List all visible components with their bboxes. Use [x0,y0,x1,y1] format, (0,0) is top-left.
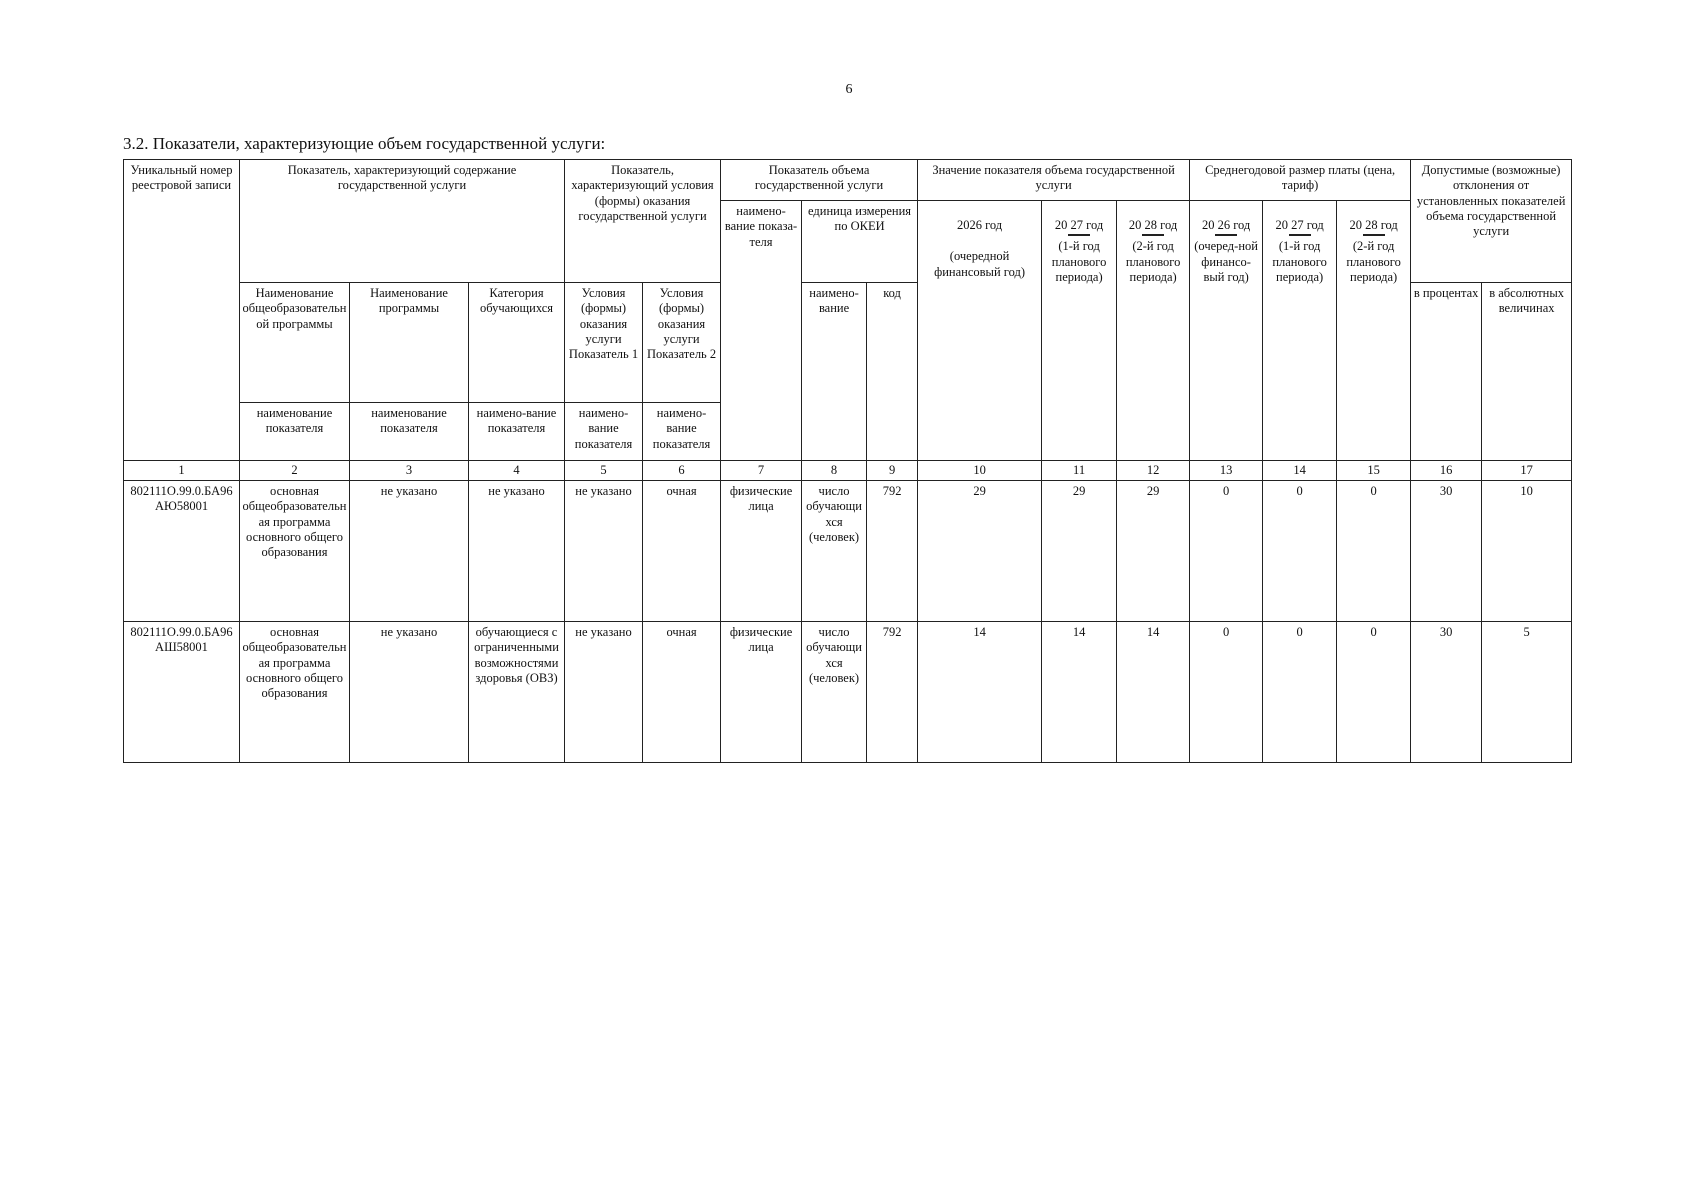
cell-value-2027: 29 [1042,481,1117,622]
cell-deviation-percent: 30 [1411,481,1482,622]
cell-deviation-absolute: 10 [1482,481,1572,622]
header-year-2: 20 27 год (1-й год планового периода) [1042,201,1117,461]
cell-value-2026: 29 [918,481,1042,622]
cell-value-2026: 14 [918,622,1042,763]
header-in-absolute: в абсолютных величинах [1482,283,1572,461]
page-number: 6 [845,82,853,97]
cell-unit-code: 792 [867,622,918,763]
header-volume-value: Значение показателя объема государственной услуги [918,160,1190,201]
header-sub-column-4: Условия (формы) оказания услуги Показатель 1 [565,283,643,403]
header-unique-number: Уникальный номер реестровой записи [124,160,240,461]
header-year-5: 20 27 год (1-й год планового периода) [1263,201,1337,461]
section-title: 3.2. Показатели, характеризующие объем государственной услуги: [123,134,606,153]
cell-deviation-percent: 30 [1411,622,1482,763]
column-number: 11 [1042,461,1117,481]
table-row [124,622,1572,763]
cell-condition-1: не указано [565,622,643,763]
column-number: 3 [350,461,469,481]
cell-unit-name: число обучающихся (человек) [802,481,867,622]
column-number: 12 [1117,461,1190,481]
cell-fee-2026: 0 [1190,481,1263,622]
cell-registry-number: 802111О.99.0.БА96АЮ58001 [124,481,240,622]
cell-program: не указано [350,622,469,763]
cell-student-category: обучающиеся с ограниченными возможностями здоровья (ОВЗ) [469,622,565,763]
column-number: 6 [643,461,721,481]
header-year-3: 20 28 год (2-й год планового периода) [1117,201,1190,461]
cell-indicator-name: физические лица [721,622,802,763]
cell-deviation-absolute: 5 [1482,622,1572,763]
header-sub-name-1: наименование показателя [240,403,350,461]
header-sub-column-2: Наименование программы [350,283,469,403]
cell-condition-2: очная [643,481,721,622]
cell-value-2027: 14 [1042,622,1117,763]
cell-fee-2027: 0 [1263,481,1337,622]
cell-value-2028: 29 [1117,481,1190,622]
column-numbers-row [124,461,1572,481]
column-number: 17 [1482,461,1572,481]
header-volume-indicator: Показатель объема государственной услуги [721,160,918,201]
header-indicator-name: наимено-вание показа-теля [721,201,802,461]
column-number: 2 [240,461,350,481]
header-sub-column-1: Наименование общеобразовательной программы [240,283,350,403]
column-number: 4 [469,461,565,481]
header-sub-name-3: наимено-вание показателя [469,403,565,461]
column-number: 9 [867,461,918,481]
cell-program-name: основная общеобразовательная программа основного общего образования [240,481,350,622]
header-deviations: Допустимые (возможные) отклонения от установленных показателей объема государственной услуги [1411,160,1572,283]
cell-unit-name: число обучающихся (человек) [802,622,867,763]
header-avg-fee: Среднегодовой размер платы (цена, тариф) [1190,160,1411,201]
header-sub-name-4: наимено-вание показателя [565,403,643,461]
column-number: 10 [918,461,1042,481]
cell-fee-2028: 0 [1337,622,1411,763]
header-unit-name: наимено-вание [802,283,867,461]
header-sub-column-3: Категория обучающихся [469,283,565,403]
column-number: 8 [802,461,867,481]
header-unit: единица измерения по ОКЕИ [802,201,918,283]
cell-student-category: не указано [469,481,565,622]
cell-fee-2026: 0 [1190,622,1263,763]
header-year-4: 20 26 год (очеред-ной финансо-вый год) [1190,201,1263,461]
column-number: 16 [1411,461,1482,481]
column-number: 14 [1263,461,1337,481]
cell-value-2028: 14 [1117,622,1190,763]
cell-condition-1: не указано [565,481,643,622]
cell-program: не указано [350,481,469,622]
header-year-1: 2026 год (очередной финансовый год) [918,201,1042,461]
column-number: 1 [124,461,240,481]
header-sub-column-5: Условия (формы) оказания услуги Показатель 2 [643,283,721,403]
header-sub-name-5: наимено-вание показателя [643,403,721,461]
header-sub-name-2: наименование показателя [350,403,469,461]
cell-condition-2: очная [643,622,721,763]
cell-unit-code: 792 [867,481,918,622]
header-content-indicator: Показатель, характеризующий содержание государственной услуги [240,160,565,283]
table-row [124,481,1572,622]
column-number: 7 [721,461,802,481]
header-year-6: 20 28 год (2-й год планового периода) [1337,201,1411,461]
cell-fee-2028: 0 [1337,481,1411,622]
column-number: 13 [1190,461,1263,481]
column-number: 15 [1337,461,1411,481]
cell-indicator-name: физические лица [721,481,802,622]
header-condition-indicator: Показатель, характеризующий условия (формы) оказания государственной услуги [565,160,721,283]
header-unit-code: код [867,283,918,461]
cell-fee-2027: 0 [1263,622,1337,763]
volume-indicators-table [123,159,1572,763]
cell-program-name: основная общеобразовательная программа основного общего образования [240,622,350,763]
column-number: 5 [565,461,643,481]
cell-registry-number: 802111О.99.0.БА96АШ58001 [124,622,240,763]
header-in-percent: в процентах [1411,283,1482,461]
